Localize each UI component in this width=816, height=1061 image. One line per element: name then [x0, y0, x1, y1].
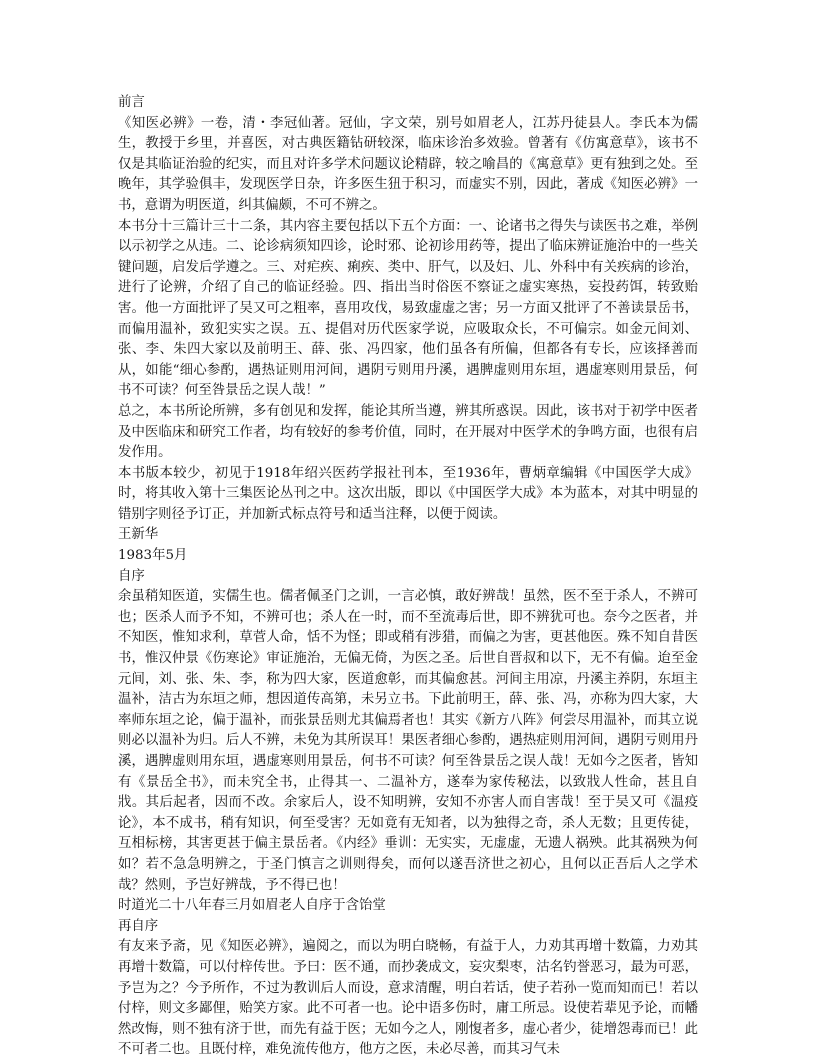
- preface-paragraph-4: 本书版本较少，初见于1918年绍兴医药学报社刊本，至1936年，曹炳章编辑《中国医学大成》时，将其收入第十三集医论丛刊之中。这次出版，即以《中国医学大成》本为蓝本，对其中明显的错别字则径予订正，并加新式标点符号和适当注释，以便于阅读。: [118, 465, 698, 522]
- preface-author: 王新华: [118, 527, 159, 543]
- self-preface-heading: 自序: [118, 568, 145, 584]
- preface-paragraph-1: 《知医必辨》一卷，清・李冠仙著。冠仙，字文荣，别号如眉老人，江苏丹徒县人。李氏本为儒生，教授于乡里，并喜医，对古典医籍钻研较深，临床诊治多效验。曾著有《仿寓意草》，该书不仅是其临证治验的纪实，而且对许多学术问题议论精辟，较之喻昌的《寓意草》更有独到之处。至晚年，其学验俱丰，发现医学日杂，许多医生狃于积习，而虚实不别，因此，著成《知医必辨》一书，意谓为明医道，纠其偏颇，不可不辨之。: [118, 115, 698, 213]
- self-preface-signature: 时道光二十八年春三月如眉老人自序于含饴堂: [118, 898, 386, 914]
- preface-heading: 前言: [118, 95, 145, 110]
- preface-paragraph-3: 总之，本书所论所辨，多有创见和发挥，能论其所当遵，辨其所惑误。因此，该书对于初学中医者及中医临床和研究工作者，均有较好的参考价值，同时，在开展对中医学术的争鸣方面，也很有启发作用。: [118, 403, 698, 461]
- preface-paragraph-2: 本书分十三篇计三十二条，其内容主要包括以下五个方面：一、论诸书之得失与读医书之难，举例以示初学之从违。二、论诊病须知四诊，论时邪、论初诊用药等，提出了临床辨证施治中的一些关键问题，启发后学遵之。三、对疟疾、痢疾、类中、肝气，以及妇、儿、外科中有关疾病的诊治，进行了论辨，介绍了自己的临证经验。四、指出当时俗医不察证之虚实寒热，妄投药饵，转致贻害。他一方面批评了吴又可之粗率，喜用攻伐，易致虚虚之害；另一方面又批评了不善读景岳书，而偏用温补，致犯实实之误。五、提倡对历代医家学说，应吸取众长，不可偏宗。如金元间刘、张、李、朱四大家以及前明王、薛、张、冯四家，他们虽各有所偏，但都各有专长，应该择善而从，如能“细心参酌，遇热证则用河间，遇阴亏则用丹溪，遇脾虚则用东垣，遇虚寒则用景岳，何书不可读？何至咎景岳之误人哉！”: [118, 218, 698, 399]
- re-preface-paragraph: 有友来予斋，见《知医必辨》，遍阅之，而以为明白晓畅，有益于人，力劝其再增十数篇，力劝其再增十数篇，可以付梓传世。予曰：医不通，而抄袭成文，妄灾梨枣，沽名钓誉恶习，最为可恶，予岂为之？今予所作，不过为教训后人而设，意求清醒，明白若话，使子若孙一览而知而已！若以付梓，则文多鄙俚，贻笑方家。此不可者一也。论中语多伤时，庸工所忌。设使若辈见予论，而幡然改悔，则不独有济于世，而先有益于医；无如今之人，刚愎者多，虚心者少，徒增怨毒而已！此不可者二也。且既付梓，难免流传他方，他方之医，未必尽善，而其习气未: [118, 939, 698, 1058]
- re-preface-heading: 再自序: [118, 918, 159, 934]
- self-preface-paragraph: 余虽稍知医道，实儒生也。儒者佩圣门之训，一言必慎，敢好辨哉！虽然，医不至于杀人，不辨可也；医杀人而予不知，不辨可也；杀人在一时，而不至流毒后世，即不辨犹可也。奈今之医者，并不知医，惟知求利，草菅人命，恬不为怪；即或稍有涉猎，而偏之为害，更甚他医。殊不知自昔医书，惟汉仲景《伤寒论》审证施治，无偏无倚，为医之圣。后世自晋叔和以下，无不有偏。迨至金元间，刘、张、朱、李，称为四大家，医道愈彰，而其偏愈甚。河间主用凉，丹溪主养阴，东垣主温补，洁古为东垣之师，想因道传高第，未另立书。下此前明王，薛、张、冯，亦称为四大家，大率师东垣之论，偏于温补，而张景岳则尤其偏焉者也！其实《新方八阵》何尝尽用温补，而其立说则必以温补为归。后人不辨，未免为其所误耳！果医者细心参酌，遇热症则用河间，遇阴亏则用丹溪，遇脾虚则用东垣，遇虚寒则用景岳，何书不可读？何至咎景岳之误人哉！无如今之医者，皆知有《景岳全书》，而未究全书，止得其一、二温补方，遂奉为家传秘法，以致戕人性命，甚且自戕。其后起者，因而不改。余家后人，设不知明辨，安知不亦害人而自害哉！至于吴又可《温疫论》，本不成书，稍有知识，何至受害？无如竟有无知者，以为独得之奇，杀人无数；且更传徒，互相标榜，其害更甚于偏主景岳者。《内经》垂训：无实实，无虚虚，无遗人祸殃。此其祸殃为何如？若不急急明辨之，于圣门慎言之训则得矣，而何以遂吾济世之初心，且何以正吾后人之学术哉？然则，予岂好辨哉，予不得已也！: [118, 589, 698, 893]
- preface-date: 1983年5月: [118, 548, 188, 564]
- document-page: [118, 93, 698, 1061]
